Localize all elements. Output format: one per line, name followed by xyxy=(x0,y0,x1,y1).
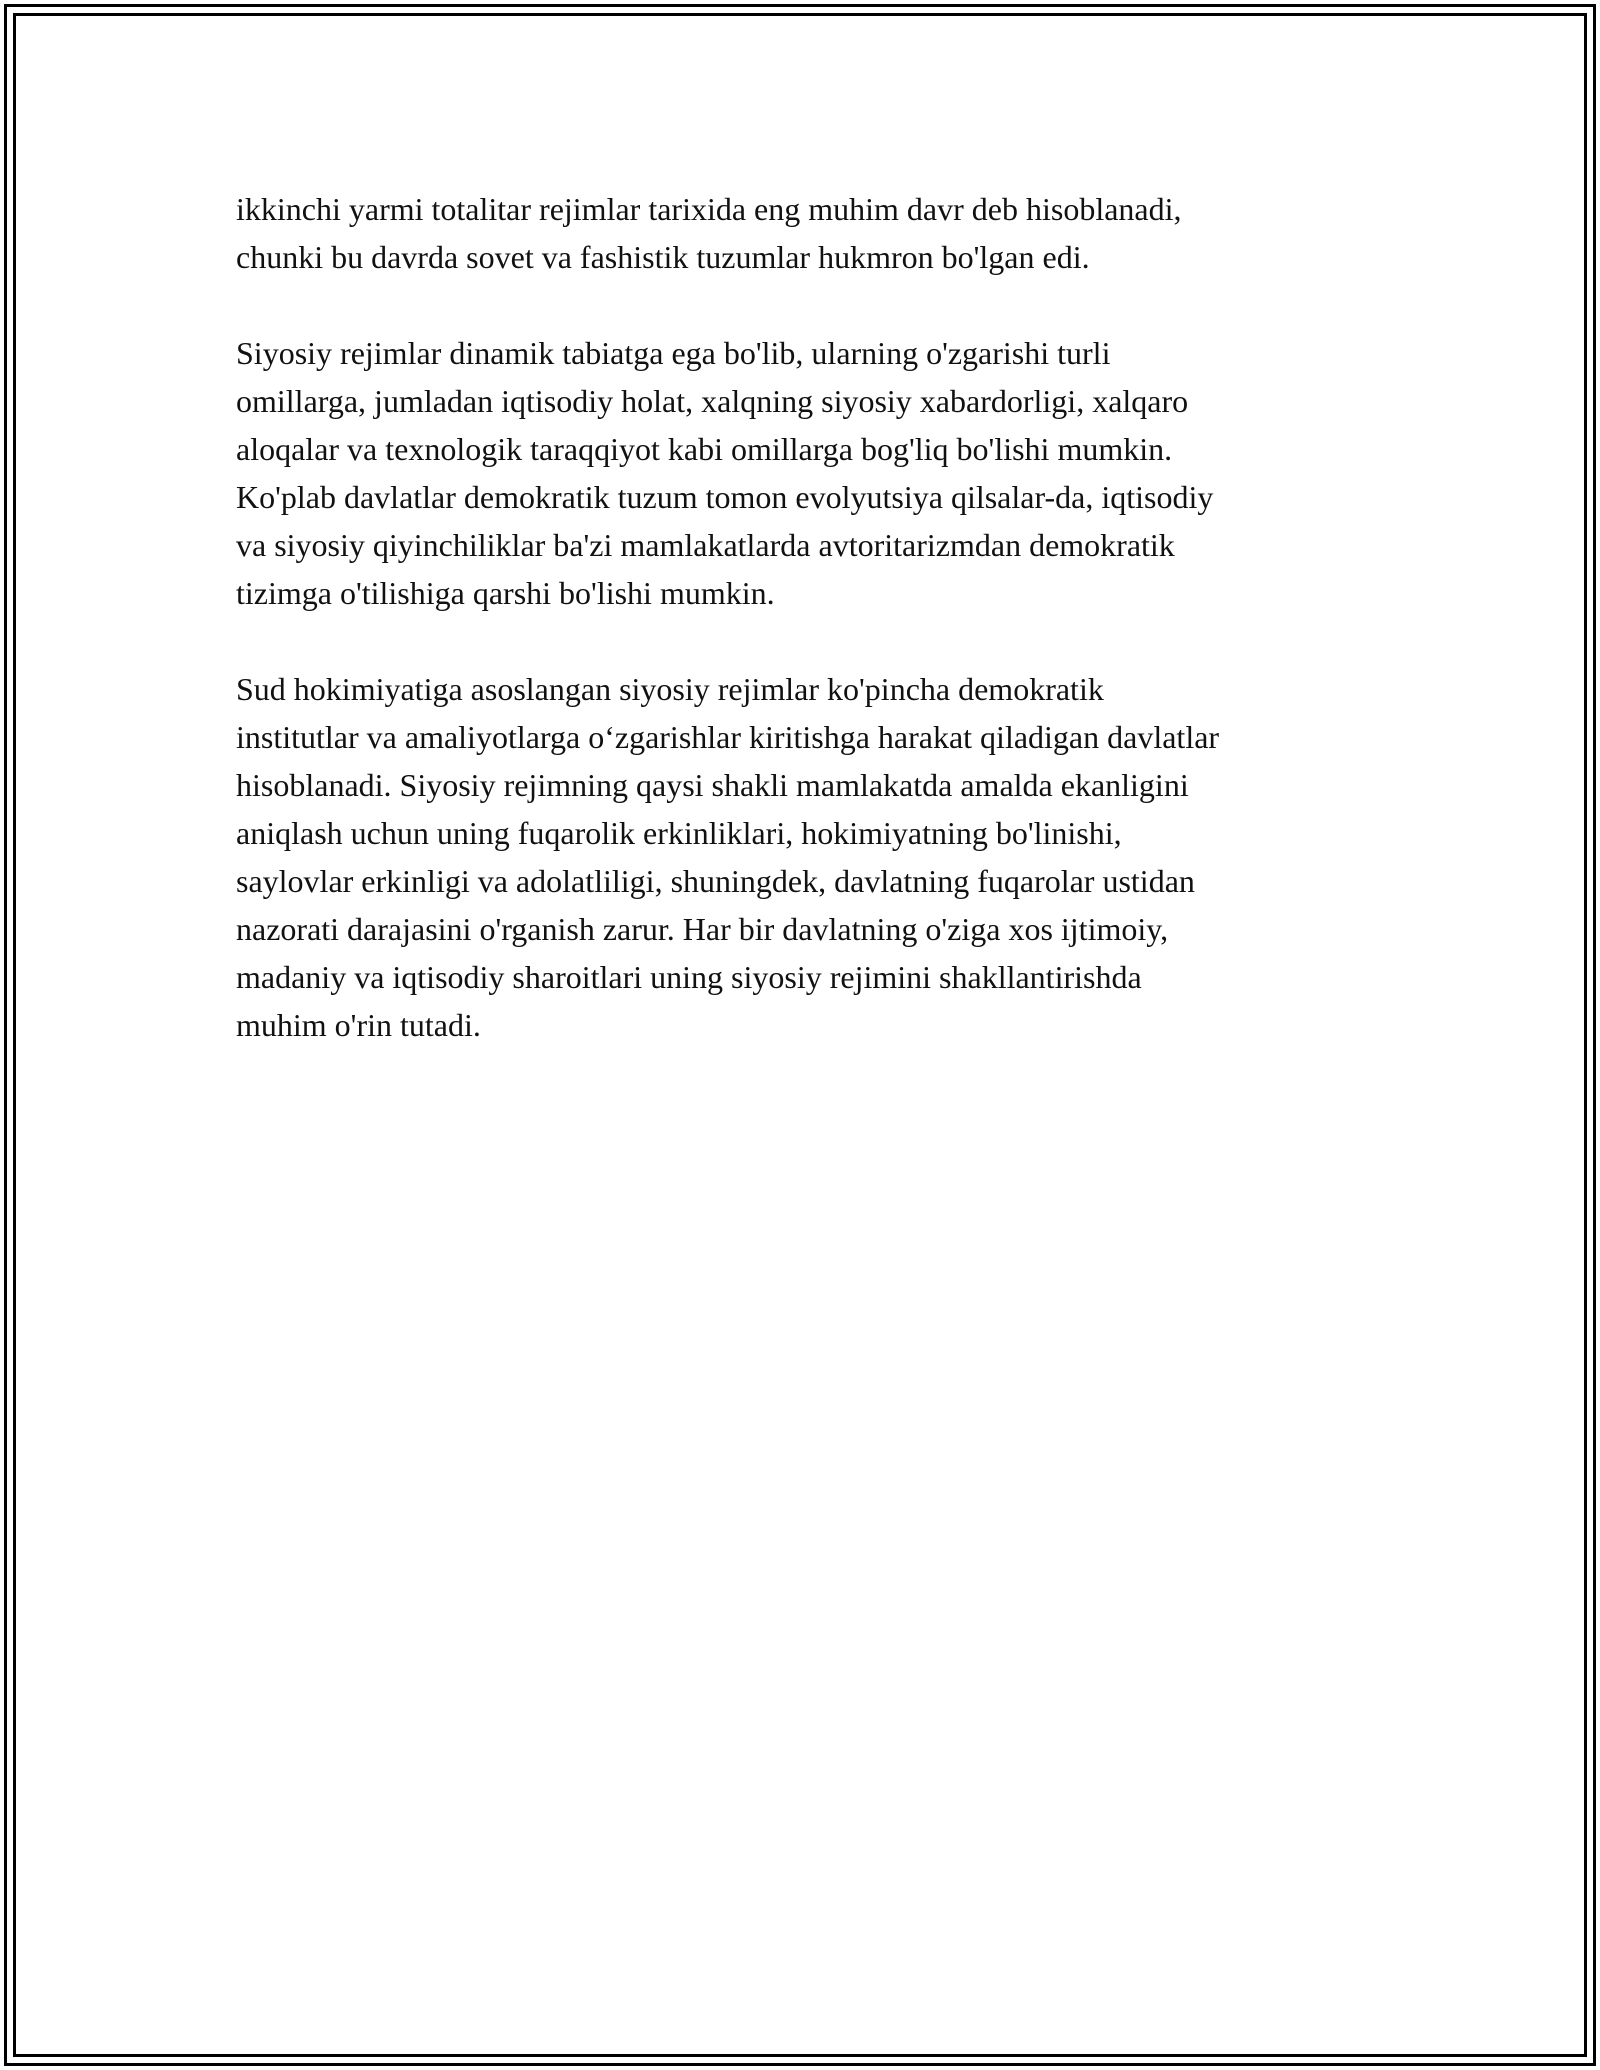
document-body xyxy=(236,185,1376,1097)
text-line: nazorati darajasini o'rganish zarur. Har bir davlatning o'ziga xos ijtimoiy, xyxy=(236,911,1169,947)
text-line: ikkinchi yarmi totalitar rejimlar tarixida eng muhim davr deb hisoblanadi, xyxy=(236,191,1182,227)
text-line: chunki bu davrda sovet va fashistik tuzumlar hukmron bo'lgan edi. xyxy=(236,239,1090,275)
text-line: va siyosiy qiyinchiliklar ba'zi mamlakatlarda avtoritarizmdan demokratik xyxy=(236,527,1175,563)
text-line: institutlar va amaliyotlarga o‘zgarishlar kiritishga harakat qiladigan davlatlar xyxy=(236,719,1220,755)
text-line: tizimga o'tilishiga qarshi bo'lishi mumkin. xyxy=(236,575,775,611)
text-line: aniqlash uchun uning fuqarolik erkinliklari, hokimiyatning bo'linishi, xyxy=(236,815,1122,851)
paragraph-3 xyxy=(236,665,1376,1049)
text-line: aloqalar va texnologik taraqqiyot kabi omillarga bog'liq bo'lishi mumkin. xyxy=(236,431,1173,467)
text-line: hisoblanadi. Siyosiy rejimning qaysi shakli mamlakatda amalda ekanligini xyxy=(236,767,1189,803)
text-line: muhim o'rin tutadi. xyxy=(236,1007,481,1043)
text-line: madaniy va iqtisodiy sharoitlari uning siyosiy rejimini shakllantirishda xyxy=(236,959,1142,995)
paragraph-1 xyxy=(236,185,1376,281)
paragraph-2 xyxy=(236,329,1376,617)
text-line: Sud hokimiyatiga asoslangan siyosiy rejimlar ko'pincha demokratik xyxy=(236,671,1104,707)
text-line: omillarga, jumladan iqtisodiy holat, xalqning siyosiy xabardorligi, xalqaro xyxy=(236,383,1189,419)
text-line: Siyosiy rejimlar dinamik tabiatga ega bo'lib, ularning o'zgarishi turli xyxy=(236,335,1111,371)
text-line: Ko'plab davlatlar demokratik tuzum tomon evolyutsiya qilsalar-da, iqtisodiy xyxy=(236,479,1214,515)
text-line: saylovlar erkinligi va adolatliligi, shuningdek, davlatning fuqarolar ustidan xyxy=(236,863,1195,899)
